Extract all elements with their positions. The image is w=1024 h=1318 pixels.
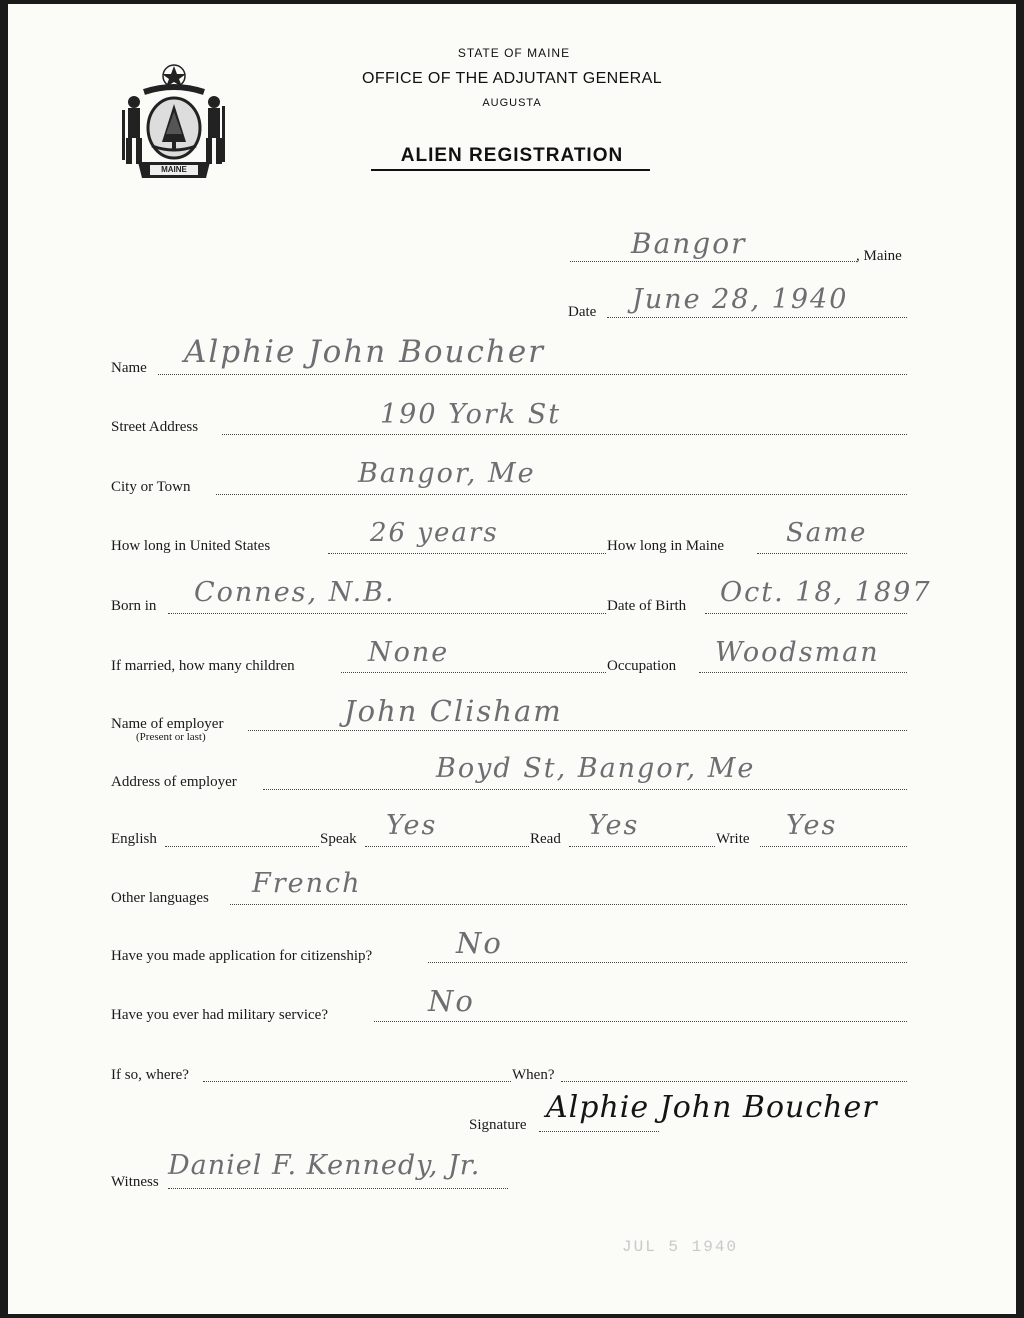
military-value: No [428, 984, 475, 1018]
dob-label: Date of Birth [607, 598, 687, 614]
registration-form-page [8, 4, 1016, 1314]
write-line [760, 846, 907, 847]
employer-value: John Clisham [344, 694, 563, 728]
city-line [216, 494, 907, 495]
title-underline [371, 169, 650, 171]
write-label: Write [716, 831, 750, 847]
street-line [222, 434, 907, 435]
signature-label: Signature [469, 1117, 527, 1133]
read-label: Read [530, 831, 561, 847]
witness-line [168, 1188, 508, 1189]
received-date-stamp: JUL 5 1940 [622, 1238, 739, 1256]
employer-sublabel: (Present or last) [136, 731, 206, 743]
children-label: If married, how many children [111, 658, 295, 674]
employer-addr-value: Boyd St, Bangor, Me [436, 753, 756, 784]
witness-label: Witness [111, 1174, 159, 1190]
how-long-us-label: How long in United States [111, 538, 271, 554]
occupation-label: Occupation [607, 658, 677, 674]
other-lang-value: French [252, 868, 362, 899]
born-line [168, 613, 606, 614]
place-value: Bangor [631, 227, 747, 260]
place-suffix: , Maine [856, 248, 902, 264]
read-value: Yes [588, 810, 640, 841]
citizenship-value: No [456, 926, 503, 960]
city-value: Bangor, Me [358, 458, 536, 489]
citizenship-label: Have you made application for citizenship? [111, 948, 373, 964]
occupation-value: Woodsman [715, 637, 880, 668]
children-value: None [368, 637, 450, 668]
how-long-me-line [757, 553, 907, 554]
how-long-us-line [328, 553, 606, 554]
speak-label: Speak [320, 831, 357, 847]
write-value: Yes [786, 810, 838, 841]
english-line [165, 846, 319, 847]
where-label: If so, where? [111, 1067, 189, 1083]
employer-addr-label: Address of employer [111, 774, 237, 790]
name-line [158, 374, 907, 375]
when-line [561, 1081, 907, 1082]
city-heading: AUGUSTA [482, 97, 542, 109]
street-label: Street Address [111, 419, 199, 435]
speak-value: Yes [386, 810, 438, 841]
signature-line [539, 1131, 659, 1132]
state-heading: STATE OF MAINE [457, 46, 571, 60]
military-label: Have you ever had military service? [111, 1007, 328, 1023]
office-heading: OFFICE OF THE ADJUTANT GENERAL [361, 70, 663, 87]
english-label: English [111, 831, 157, 847]
date-value: June 28, 1940 [632, 284, 849, 315]
read-line [569, 846, 715, 847]
employer-addr-line [263, 789, 907, 790]
born-label: Born in [111, 598, 157, 614]
how-long-me-value: Same [786, 518, 868, 548]
when-label: When? [512, 1067, 555, 1083]
seal-banner-text: MAINE [161, 165, 187, 174]
occupation-line [699, 672, 907, 673]
witness-value: Daniel F. Kennedy, Jr. [168, 1150, 481, 1181]
date-line [607, 317, 907, 318]
citizenship-line [428, 962, 907, 963]
place-line [570, 261, 857, 262]
dob-line [705, 613, 907, 614]
born-value: Connes, N.B. [194, 577, 396, 608]
how-long-us-value: 26 years [370, 518, 499, 548]
name-value: Alphie John Boucher [184, 334, 546, 370]
other-lang-line [230, 904, 907, 905]
how-long-me-label: How long in Maine [607, 538, 725, 554]
city-label: City or Town [111, 479, 191, 495]
speak-line [365, 846, 529, 847]
employer-line [248, 730, 907, 731]
children-line [341, 672, 606, 673]
dob-value: Oct. 18, 1897 [720, 577, 932, 608]
date-label: Date [568, 304, 597, 320]
street-value: 190 York St [380, 399, 562, 430]
form-title: ALIEN REGISTRATION [400, 145, 624, 166]
employer-label: Name of employer [111, 716, 224, 732]
where-line [203, 1081, 511, 1082]
military-line [374, 1021, 907, 1022]
name-label: Name [111, 360, 147, 376]
other-lang-label: Other languages [111, 890, 209, 906]
signature-value: Alphie John Boucher [546, 1090, 878, 1125]
